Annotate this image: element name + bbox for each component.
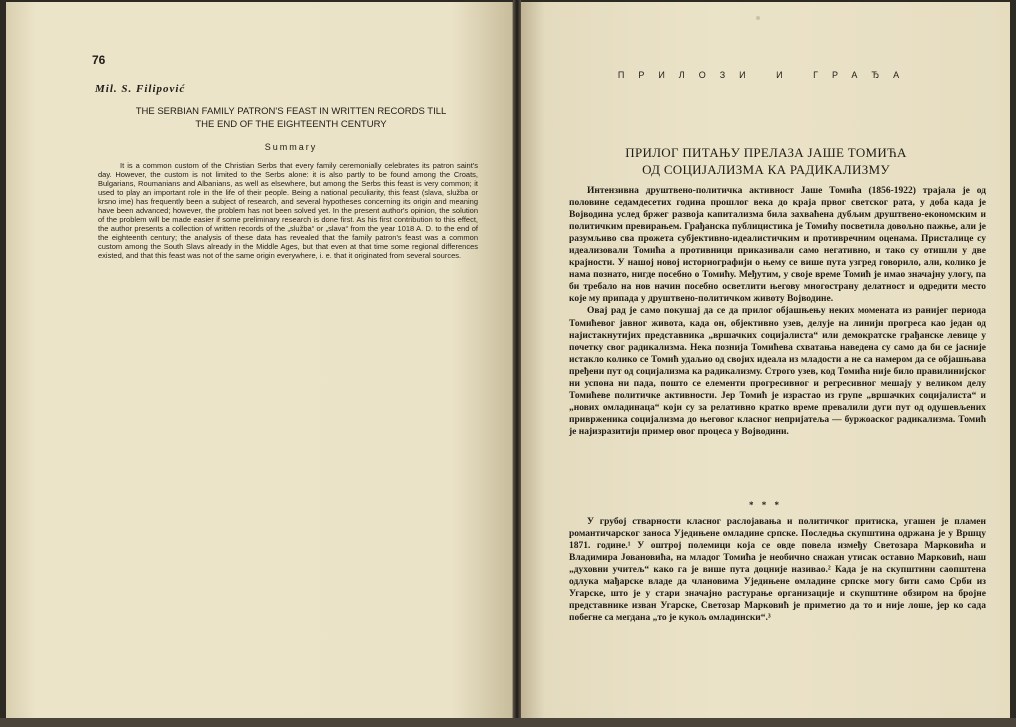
summary-heading: Summary xyxy=(264,142,318,152)
english-title-line-1: THE SERBIAN FAMILY PATRON'S FEAST IN WRITTEN RECORDS TILL xyxy=(135,106,447,117)
right-page xyxy=(521,2,1010,720)
author-name: Mil. S. Filipović xyxy=(95,83,186,95)
paragraph-3: У грубој стварности класног раслојавања и политичког притиска, угашен је пламен романтичарског заноса Уједињене омладине српске. Последња скупштина одржана је у Вршцу 1871. године.¹ У оштрој полемици која се овде повела између Светозара Марковића и Владимира Јовановића, на младог Томића је необично снажан утисак оставио Марковић, наш „духовни учитељ“ како га је више пута доцније називао.² Када је на скупштини саопштена одлука мађарске владе да члановима Уједињене омладине српске могу бити само Срби из Угарске, што је у стари значајно растурање организације и скупштине обзиром на бројне представнике изван Угарске, Светозар Марковић је приметио да то и није лоше, јер ко сада побегне са мегдана „то је кукољ омладински“.³ xyxy=(569,517,986,624)
section-separator: * * * xyxy=(749,500,782,510)
article-intro xyxy=(569,185,986,438)
article-title-line-1: ПРИЛОГ ПИТАЊУ ПРЕЛАЗА ЈАШЕ ТОМИЋА xyxy=(625,145,907,160)
article-title xyxy=(561,144,971,178)
paragraph-2: Овај рад је само покушај да се да прилог објашњењу неких момената из ранијег периода Томићевог јавног живота, када он, објективно узев, делује на линији прогреса као један од најистакнутијих представника „вршачких социјалиста“ или демократске грађанске левице у почетку свог радикализма. Нека познија Томићева схватања наведена су само да би се јасније истакло колико се Томић удаљио од својих идеала из младости а не са намером да се објашњава пређени пут од социјализма ка радикализму. Строго узев, код Томића није било правилинијског ни успона ни пада, пошто се елементи прогресивног и регресивног мешају у великом делу Томићеве политичке активности. Јер Томић је израстао из групе „вршачких социјалиста“ и „нових омладинаца“ који су за релативно кратко време превалили дуги пут од одушевљених приврженика социјализма до његовог класног непријатеља — буржоаског радикализма. Томић је најизразитији пример овог процеса у Војводини. xyxy=(569,306,986,437)
paper-stain xyxy=(756,16,760,20)
english-title xyxy=(106,105,476,131)
english-title-line-2: THE END OF THE EIGHTEENTH CENTURY xyxy=(195,119,387,130)
book-bottom-edge xyxy=(0,718,1016,727)
book-gutter xyxy=(513,0,521,727)
summary-text: It is a common custom of the Christian Serbs that every family ceremonially celebrates its patron saint's day. However, the custom is not limited to the Serbs alone: it is also partly to be found among the Croats, Bulgarians, Roumanians and Albanians, as well as elsewhere, but among the Serbs this feast is very common; it used to play an important role in the life of their people. Being a national peculiarity, this feast (slava, služba or krsno ime) has frequently been a subject of research, and several hypotheses concerning its origin and meaning have been advanced; however, the problem has not been solved yet. In the present author's opinion, the solution of the problem will be made easier if some preliminary research is done first. As his first contribution to this effect, the author presents a collection of written records of the „služba“ or „slava“ from the year 1018 A. D. to the end of the eighteenth century; the analysis of these data has revealed that the family patron's feast was a common custom among the South Slavs already in the Middle Ages, but that even at that time some regional differences existed, and that this feast was not of the same origin everywhere, i. e. that it originated from several sources. xyxy=(98,161,478,260)
paragraph-1: Интензивна друштвено-политичка активност Јаше Томића (1856-1922) трајала је од половине седамдесетих година прошлог века до краја првог светског рата, у доба када је Војводина услед бржег развоја капитализма била захваћена дубљим друштвено-економским и политичким превирањем. Грађанска публицистика је Томићу посветила довољно пажње, али је разумљиво сва прожета субјективно-идеалистичким и противречним оценама. Присталице су идеализовали Томића а противници приказивали само негативно, и тако су отишли у две крајности. У нашој новој историографији о њему се више пута узгред говорило, али, колико је нама познато, нигде посебно о Томићу. Међутим, у своје време Томић је имао значајну улогу, па би требало на нов начин посебно осветлити његову многострану делатност и одредити место које му припада у друштвено-политичком животу Војводине. xyxy=(569,186,986,305)
section-heading: ПРИЛОЗИ И ГРАЂА xyxy=(617,70,914,80)
article-title-line-2: ОД СОЦИЈАЛИЗМА КА РАДИКАЛИЗМУ xyxy=(642,162,890,177)
page-number: 76 xyxy=(92,53,106,67)
left-page xyxy=(6,2,513,720)
article-main xyxy=(569,516,986,624)
